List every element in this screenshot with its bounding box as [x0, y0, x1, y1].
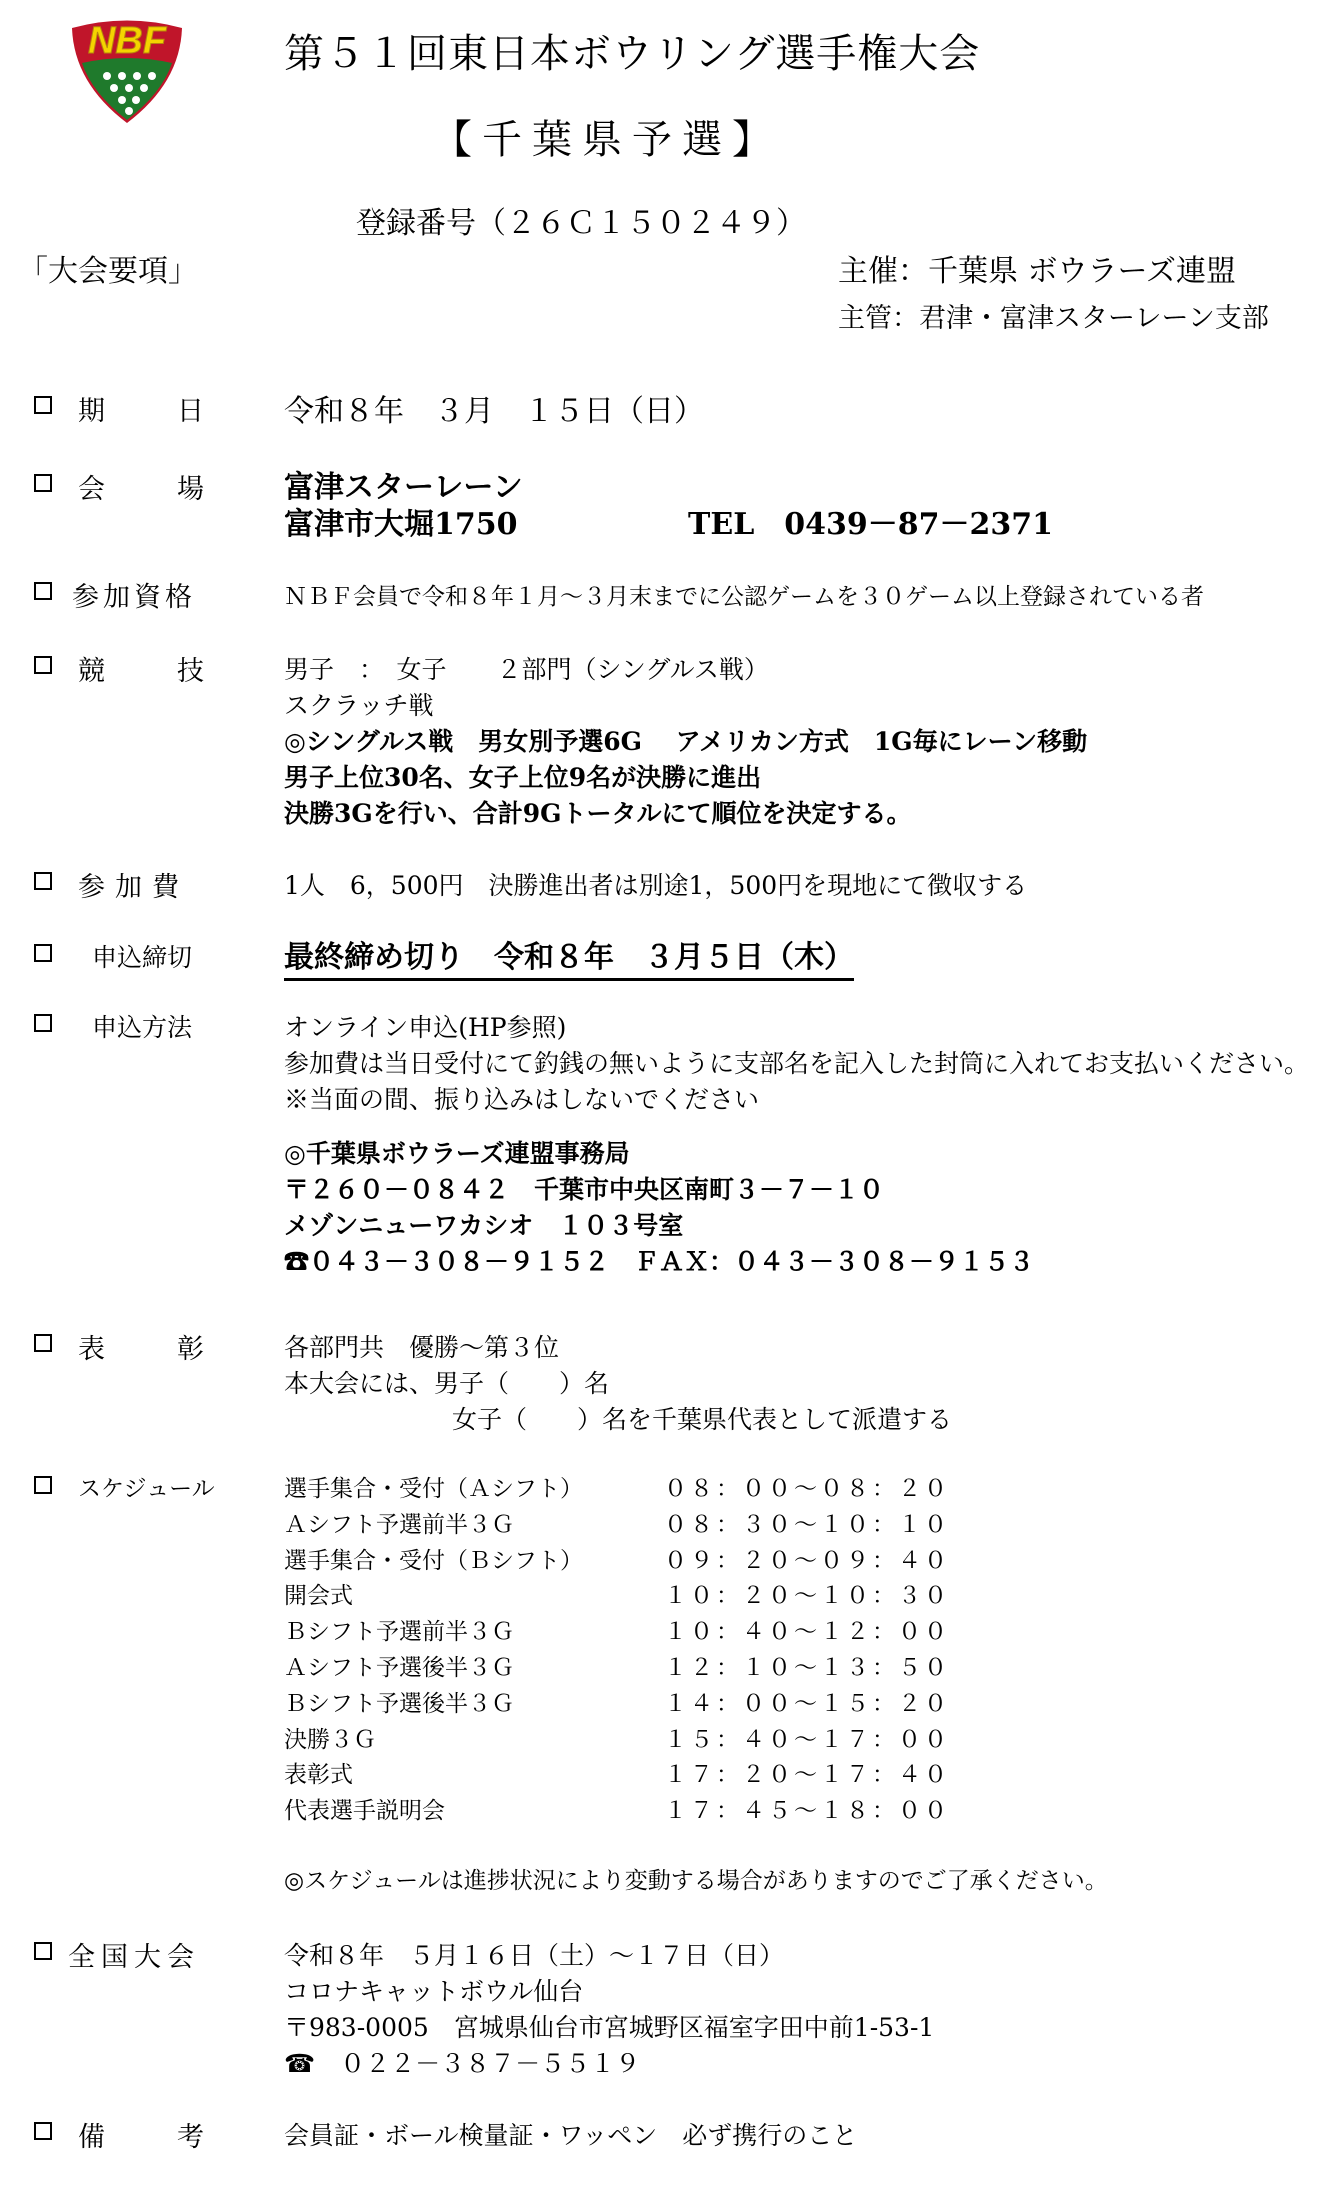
national-line: コロナキャットボウル仙台	[284, 1977, 584, 2006]
fee-label: 参加費	[78, 872, 189, 903]
method-label: 申込方法	[92, 1013, 193, 1042]
schedule-time: １２：１０～１３：５０	[664, 1655, 950, 1681]
competition-line: 決勝3Gを行い、合計9Gトータルにて順位を決定する。	[284, 799, 912, 828]
schedule-time: ０９：２０～０９：４０	[664, 1547, 950, 1574]
national-line: ☎ ０２２－３８７－５５１９	[284, 2049, 641, 2078]
checkbox-icon	[34, 1942, 52, 1960]
checkbox-icon	[34, 656, 52, 674]
schedule-item: 代表選手説明会	[284, 1798, 445, 1825]
schedule-item: 選手集合・受付（Ａシフト）	[284, 1476, 583, 1502]
event-subtitle: 【千葉県予選】	[432, 117, 782, 163]
remarks-value: 会員証・ボール検量証・ワッペン 必ず携行のこと	[284, 2121, 858, 2150]
schedule-item: 決勝３Ｇ	[284, 1726, 376, 1753]
checkbox-icon	[34, 872, 52, 890]
date-value: 令和８年 ３月 １５日（日）	[284, 394, 704, 429]
registration-number: 登録番号（２６Ｃ１５０２４９）	[356, 206, 806, 241]
svg-text:NBF: NBF	[87, 20, 167, 62]
schedule-time: ０８：００～０８：２０	[664, 1476, 950, 1502]
competition-line: ◎シングルス戦 男女別予選6G アメリカン方式 1G毎にレーン移動	[284, 727, 1088, 756]
schedule-time: １７：２０～１７：４０	[664, 1762, 950, 1789]
schedule-item: Ａシフト予選前半３Ｇ	[284, 1511, 514, 1538]
method-line: 参加費は当日受付にて釣銭の無いように支部名を記入した封筒に入れてお支払いください。	[284, 1049, 1310, 1078]
awards-label: 表 彰	[78, 1334, 210, 1365]
nbf-logo	[62, 8, 192, 128]
remarks-label: 備 考	[78, 2122, 210, 2153]
checkbox-icon	[34, 396, 52, 414]
competition-label: 競 技	[78, 656, 210, 687]
organizer: 主管：君津・富津スターレーン支部	[838, 303, 1269, 334]
deadline-value: 最終締め切り 令和８年 ３月５日（木）	[284, 932, 854, 981]
venue-name: 富津スターレーン	[284, 470, 523, 505]
schedule-time: ０８：３０～１０：１０	[664, 1511, 950, 1538]
schedule-time: １０：２０～１０：３０	[664, 1583, 950, 1610]
schedule-item: 開会式	[284, 1583, 353, 1610]
deadline-label: 申込締切	[92, 943, 193, 972]
date-label: 期 日	[78, 396, 210, 427]
eligibility-label: 参加資格	[72, 582, 196, 613]
schedule-time: １５：４０～１７：００	[664, 1726, 950, 1753]
office-line: メゾンニューワカシオ １０３号室	[284, 1211, 684, 1240]
guidelines-heading: 「大会要項」	[18, 254, 198, 289]
fee-value: 1人 6，500円 決勝進出者は別途1，500円を現地にて徴収する	[284, 871, 1028, 900]
competition-line: スクラッチ戦	[284, 691, 434, 720]
venue-address: 富津市大堀1750	[284, 507, 518, 542]
schedule-item: Ｂシフト予選前半３Ｇ	[284, 1619, 514, 1646]
schedule-item: Ａシフト予選後半３Ｇ	[284, 1655, 514, 1681]
awards-line: 本大会には、男子（ ）名	[284, 1369, 610, 1398]
checkbox-icon	[34, 1014, 52, 1032]
schedule-item: 表彰式	[284, 1762, 353, 1789]
checkbox-icon	[34, 1476, 52, 1494]
national-line: 〒983-0005 宮城県仙台市宮城野区福室字田中前1-53-1	[284, 2013, 935, 2042]
checkbox-icon	[34, 2122, 52, 2140]
national-line: 令和８年 ５月１６日（土）～１７日（日）	[284, 1941, 785, 1970]
schedule-label: スケジュール	[78, 1476, 215, 1502]
eligibility-value: ＮＢＦ会員で令和８年１月～３月末までに公認ゲームを３０ゲーム以上登録されている者	[284, 584, 1204, 610]
awards-line: 女子（ ）名を千葉県代表として派遣する	[452, 1405, 953, 1434]
checkbox-icon	[34, 474, 52, 492]
schedule-time: １４：００～１５：２０	[664, 1690, 950, 1717]
checkbox-icon	[34, 582, 52, 600]
venue-label: 会 場	[78, 474, 210, 505]
schedule-note: ◎スケジュールは進捗状況により変動する場合がありますのでご了承ください。	[284, 1868, 1108, 1894]
venue-tel: TEL 0439－87－2371	[688, 507, 1054, 542]
checkbox-icon	[34, 1334, 52, 1352]
sponsor: 主催：千葉県 ボウラーズ連盟	[838, 254, 1237, 289]
national-label: 全国大会	[68, 1942, 200, 1973]
schedule-time: １０：４０～１２：００	[664, 1619, 950, 1646]
office-line: ◎千葉県ボウラーズ連盟事務局	[284, 1139, 630, 1168]
office-line: 〒２６０－０８４２ 千葉市中央区南町３－７－１０	[284, 1175, 885, 1204]
method-line: オンライン申込(HP参照)	[284, 1013, 567, 1042]
competition-line: 男子上位30名、女子上位9名が決勝に進出	[284, 763, 762, 792]
method-line: ※当面の間、振り込みはしないでください	[284, 1085, 760, 1114]
checkbox-icon	[34, 944, 52, 962]
event-title: 第５１回東日本ボウリング選手権大会	[284, 31, 981, 77]
schedule-item: Ｂシフト予選後半３Ｇ	[284, 1690, 514, 1717]
office-line: ☎０４３－３０８－９１５２ ＦＡＸ：０４３－３０８－９１５３	[284, 1247, 1035, 1276]
schedule-item: 選手集合・受付（Ｂシフト）	[284, 1547, 583, 1574]
competition-line: 男子 ： 女子 ２部門（シングルス戦）	[284, 655, 769, 684]
awards-line: 各部門共 優勝～第３位	[284, 1333, 560, 1362]
schedule-time: １７：４５～１８：００	[664, 1798, 950, 1825]
